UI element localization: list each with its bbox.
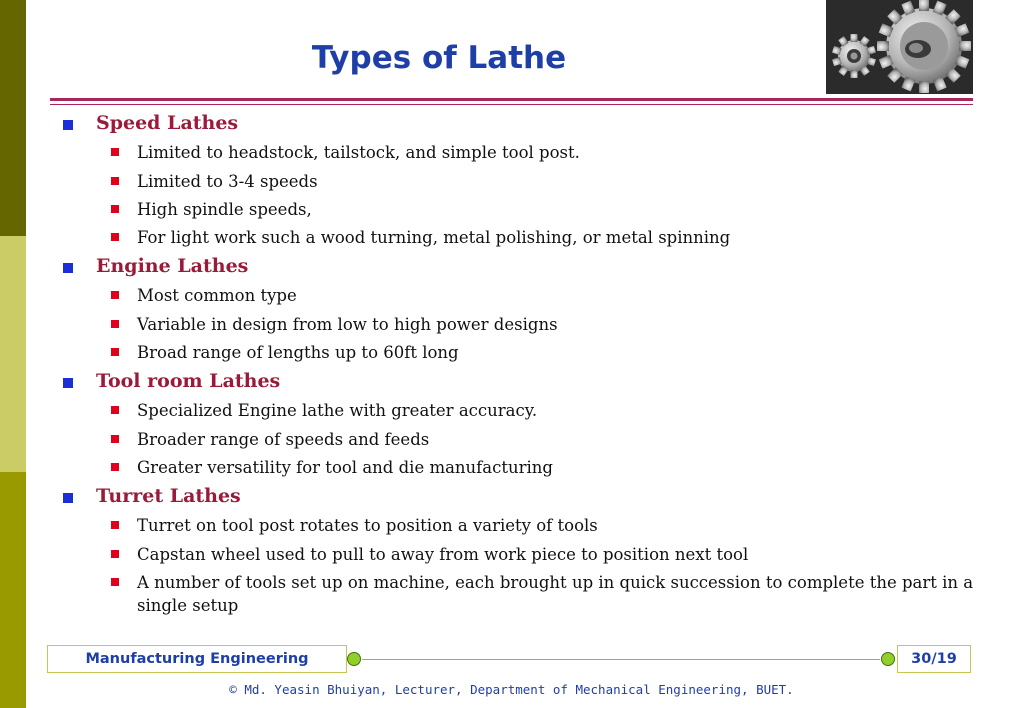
list-item: Specialized Engine lathe with greater accuracy. [137,401,538,420]
bullet-marker-l2 [111,205,119,213]
gears-icon [826,0,973,94]
sidebar-segment-top [0,0,26,236]
copyright-notice: © Md. Yeasin Bhuiyan, Lecturer, Department of Mechanical Engineering, BUET. [229,682,794,697]
list-item: Broad range of lengths up to 60ft long [137,343,459,362]
section-heading-engine-lathes: Engine Lathes [96,255,249,277]
footer-divider [362,659,880,660]
bullet-marker-l2 [111,521,119,529]
bullet-marker-l2 [111,148,119,156]
list-item: Variable in design from low to high power designs [137,315,558,334]
title-divider-thin [50,104,973,105]
bullet-marker-l1 [63,120,73,130]
footer-dot-right [881,652,895,666]
footer-course-title: Manufacturing Engineering [47,645,347,673]
list-item: A number of tools set up on machine, each brought up in quick succession to complete the part in a single setup [137,573,974,615]
title-divider-thick [50,98,973,101]
list-item: High spindle speeds, [137,200,312,219]
bullet-marker-l1 [63,378,73,388]
bullet-marker-l2 [111,578,119,586]
section-heading-turret-lathes: Turret Lathes [96,485,241,507]
bullet-marker-l2 [111,348,119,356]
list-item: Limited to headstock, tailstock, and simple tool post. [137,143,580,162]
bullet-marker-l2 [111,435,119,443]
list-item: Capstan wheel used to pull to away from work piece to position next tool [137,545,749,564]
bullet-marker-l2 [111,177,119,185]
bullet-marker-l2 [111,291,119,299]
sidebar-segment-bottom [0,472,26,708]
list-item: Most common type [137,286,297,305]
list-item: Limited to 3-4 speeds [137,172,318,191]
list-item: Broader range of speeds and feeds [137,430,430,449]
list-item: Turret on tool post rotates to position a variety of tools [137,516,598,535]
bullet-marker-l2 [111,406,119,414]
sidebar-stripe [0,0,26,708]
bullet-marker-l1 [63,263,73,273]
page-number: 30/19 [897,645,971,673]
section-heading-tool-room-lathes: Tool room Lathes [96,370,281,392]
list-item: For light work such a wood turning, metal polishing, or metal spinning [137,228,731,247]
sidebar-segment-middle [0,236,26,472]
bullet-marker-l2 [111,463,119,471]
section-heading-speed-lathes: Speed Lathes [96,112,239,134]
bullet-marker-l2 [111,320,119,328]
bullet-marker-l2 [111,233,119,241]
bullet-marker-l1 [63,493,73,503]
list-item: Greater versatility for tool and die manufacturing [137,458,553,477]
bullet-marker-l2 [111,550,119,558]
footer-dot-left [347,652,361,666]
slide-title: Types of Lathe [311,40,567,76]
